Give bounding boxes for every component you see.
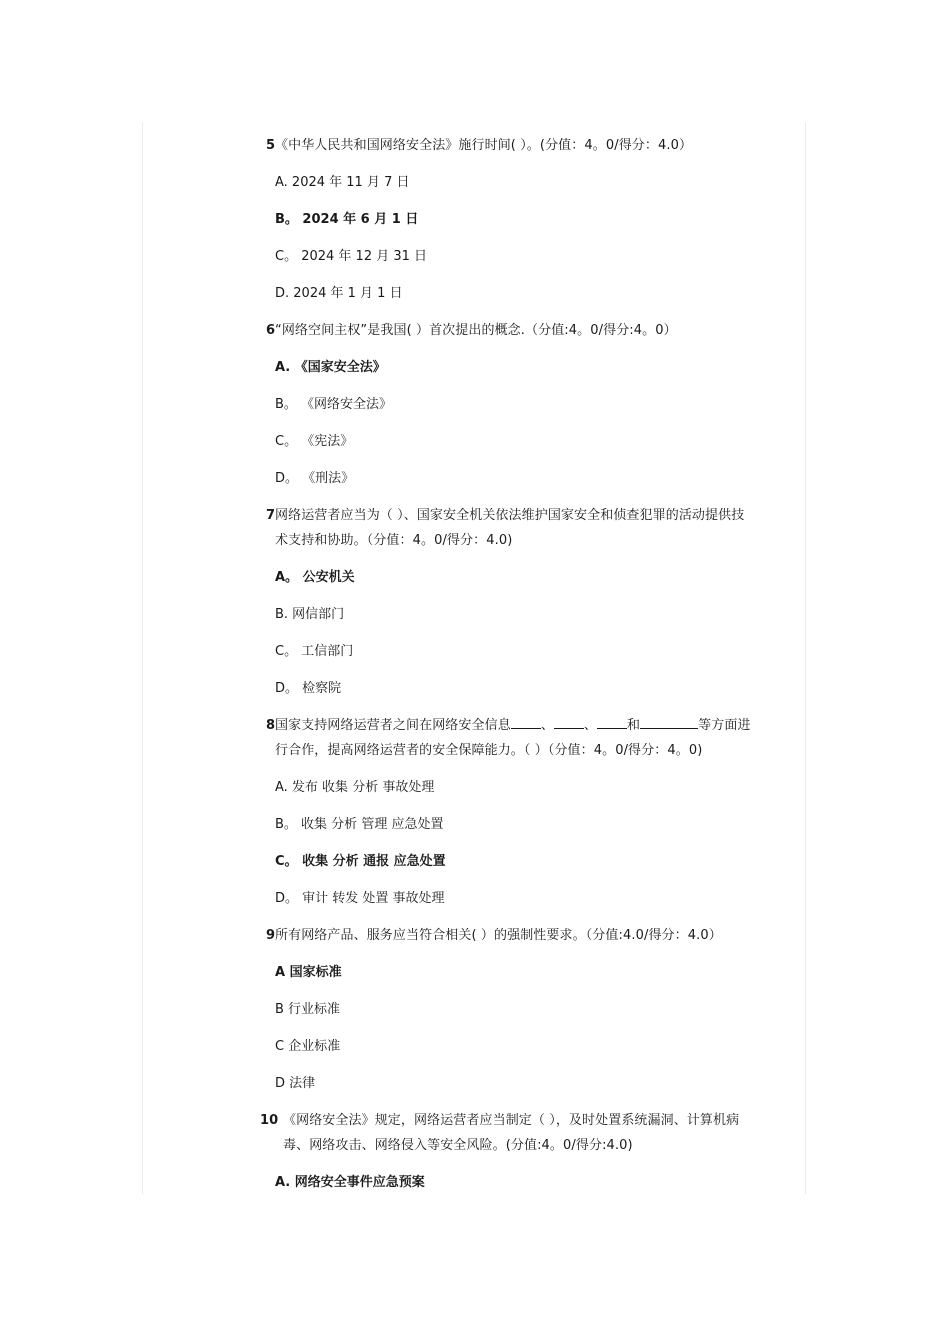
question-10 [260,1108,806,1158]
question-7 [266,503,806,553]
option-b[interactable]: B。 收集 分析 管理 应急处置 [275,817,444,832]
option-a[interactable]: A. 2024 年 11 月 7 日 [275,175,410,190]
option-d[interactable]: D. 2024 年 1 月 1 日 [275,286,403,301]
blank-separator: 、 [583,718,598,733]
option-b-selected[interactable]: B。 2024 年 6 月 1 日 [275,212,419,227]
option-d[interactable]: D 法律 [275,1076,316,1091]
option-a[interactable]: A. 发布 收集 分析 事故处理 [275,780,435,795]
question-text-line-2: 行合作，提高网络运营者的安全保障能力。（ ）（分值：4。0/得分：4。0) [275,743,703,758]
option-c[interactable]: C。 2024 年 12 月 31 日 [275,249,428,264]
option-a-selected[interactable]: A. 《国家安全法》 [275,360,386,375]
option-c-selected[interactable]: C。 收集 分析 通报 应急处置 [275,854,446,869]
option-d[interactable]: D。 审计 转发 处置 事故处理 [275,891,445,906]
question-text-line-2: 毒、网络攻击、网络侵入等安全风险。(分值:4。0/得分:4.0) [283,1138,633,1153]
question-text-line-2: 术支持和协助。（分值：4。0/得分：4.0) [275,533,513,548]
question-text-line-1 [275,713,806,738]
option-b[interactable]: B 行业标准 [275,1002,341,1017]
option-c[interactable]: C。 工信部门 [275,644,354,659]
option-c[interactable]: C。 《宪法》 [275,434,354,449]
option-b[interactable]: B. 网信部门 [275,607,345,622]
question-number: 8 [266,718,276,733]
question-text: 《中华人民共和国网络安全法》施行时间( ）。(分值：4。0/得分：4.0） [275,138,693,153]
option-d[interactable]: D。 检察院 [275,681,342,696]
fill-blank-2 [554,714,584,729]
question-5 [266,133,806,158]
fill-blank-4 [640,714,698,729]
option-a-selected[interactable]: A 国家标准 [275,965,342,980]
question-text: “网络空间主权”是我国( ）首次提出的概念.（分值:4。0/得分:4。0） [275,323,677,338]
option-a-selected[interactable]: A. 网络安全事件应急预案 [275,1175,425,1190]
blank-separator: 和 [627,718,641,733]
question-text-part-1: 国家支持网络运营者之间在网络安全信息 [275,718,511,733]
question-text: 所有网络产品、服务应当符合相关( ）的强制性要求。（分值:4.0/得分：4.0） [275,928,722,943]
question-text-line-1: 《网络安全法》规定，网络运营者应当制定（ ），及时处置系统漏洞、计算机病 [283,1113,740,1128]
question-text-part-2: 等方面进 [698,718,751,733]
question-number: 10 [260,1113,279,1128]
question-number: 9 [266,928,276,943]
blank-separator: 、 [540,718,554,733]
question-number: 7 [266,508,276,523]
fill-blank-1 [511,714,541,729]
question-9 [266,923,806,948]
fill-blank-3 [597,714,627,729]
question-text-line-1: 网络运营者应当为（ ）、国家安全机关依法维护国家安全和侦查犯罪的活动提供技 [275,508,745,523]
option-b[interactable]: B。 《网络安全法》 [275,397,393,412]
option-c[interactable]: C 企业标准 [275,1039,341,1054]
question-8 [266,713,806,763]
question-6 [266,318,806,343]
question-number: 5 [266,138,276,153]
option-a-selected[interactable]: A。 公安机关 [275,570,355,585]
question-number: 6 [266,323,276,338]
option-d[interactable]: D。 《刑法》 [275,471,355,486]
question-list [260,133,806,1195]
